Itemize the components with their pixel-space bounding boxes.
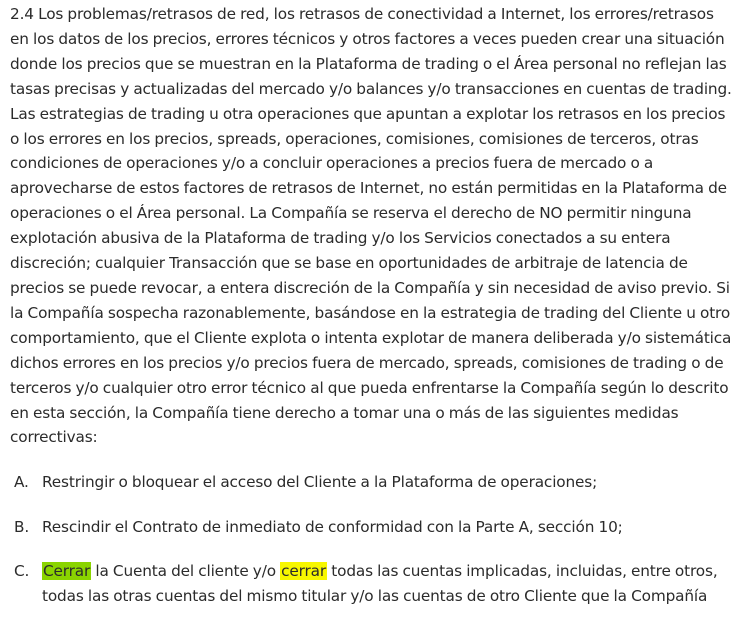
- list-item-a: [10, 470, 736, 495]
- list-item-b: [10, 515, 736, 540]
- list-item-text: Restringir o bloquear el acceso del Cliente a la Plataforma de operaciones;: [42, 473, 598, 491]
- search-highlight-current: Cerrar: [43, 562, 91, 581]
- list-item-text: la Cuenta del cliente y/o: [91, 562, 281, 581]
- section-paragraph: 2.4 Los problemas/retrasos de red, los retrasos de conectividad a Internet, los errores/retrasos en los datos de los precios, errores técnicos y otros factores a veces pueden crear una situación donde los precios que se muestran en la Plataforma de trading o el Área personal no reflejan las tasas precisas y actualizadas del mercado y/o balances y/o transacciones en cuentas de trading. Las estrategias de trading u otra operaciones que apuntan a explotar los retrasos en los precios o los errores en los precios, spreads, operaciones, comisiones, comisiones de terceros, otras condiciones de operaciones y/o a concluir operaciones a precios fuera de mercado o a aprovecharse de estos factores de retrasos de Internet, no están permitidas en la Plataforma de operaciones o el Área personal. La Compañía se reserva el derecho de NO permitir ninguna explotación abusiva de la Plataforma de trading y/o los Servicios conectados a su entera discreción; cualquier Transacción que se base en oportunidades de arbitraje de latencia de precios se puede revocar, a entera discreción de la Compañía y sin necesidad de aviso previo. Si la Compañía sospecha razonablemente, basándose en la estrategia de trading del Cliente u otro comportamiento, que el Cliente explota o intenta explotar de manera deliberada y/o sistemática dichos errores en los precios y/o precios fuera de mercado, spreads, comisiones de trading o de terceros y/o cualquier otro error técnico al que pueda enfrentarse la Compañía según lo descrito en esta sección, la Compañía tiene derecho a tomar una o más de las siguientes medidas correctivas:: [10, 5, 732, 447]
- list-marker: C.: [14, 562, 30, 581]
- list-item-c: [10, 559, 736, 609]
- corrective-measures-list: [10, 470, 736, 629]
- list-item-text: Rescindir el Contrato de inmediato de conformidad con la Parte A, sección 10;: [42, 517, 623, 536]
- list-item-text: todas las cuentas implicadas, incluidas, entre otros, todas las otras cuentas del mismo titular y/o las cuentas de otro Cliente que la Compañía: [42, 562, 718, 606]
- list-marker: B.: [14, 517, 30, 536]
- search-highlight: cerrar: [281, 562, 327, 581]
- terms-section: [10, 2, 736, 450]
- list-marker: A.: [14, 473, 29, 491]
